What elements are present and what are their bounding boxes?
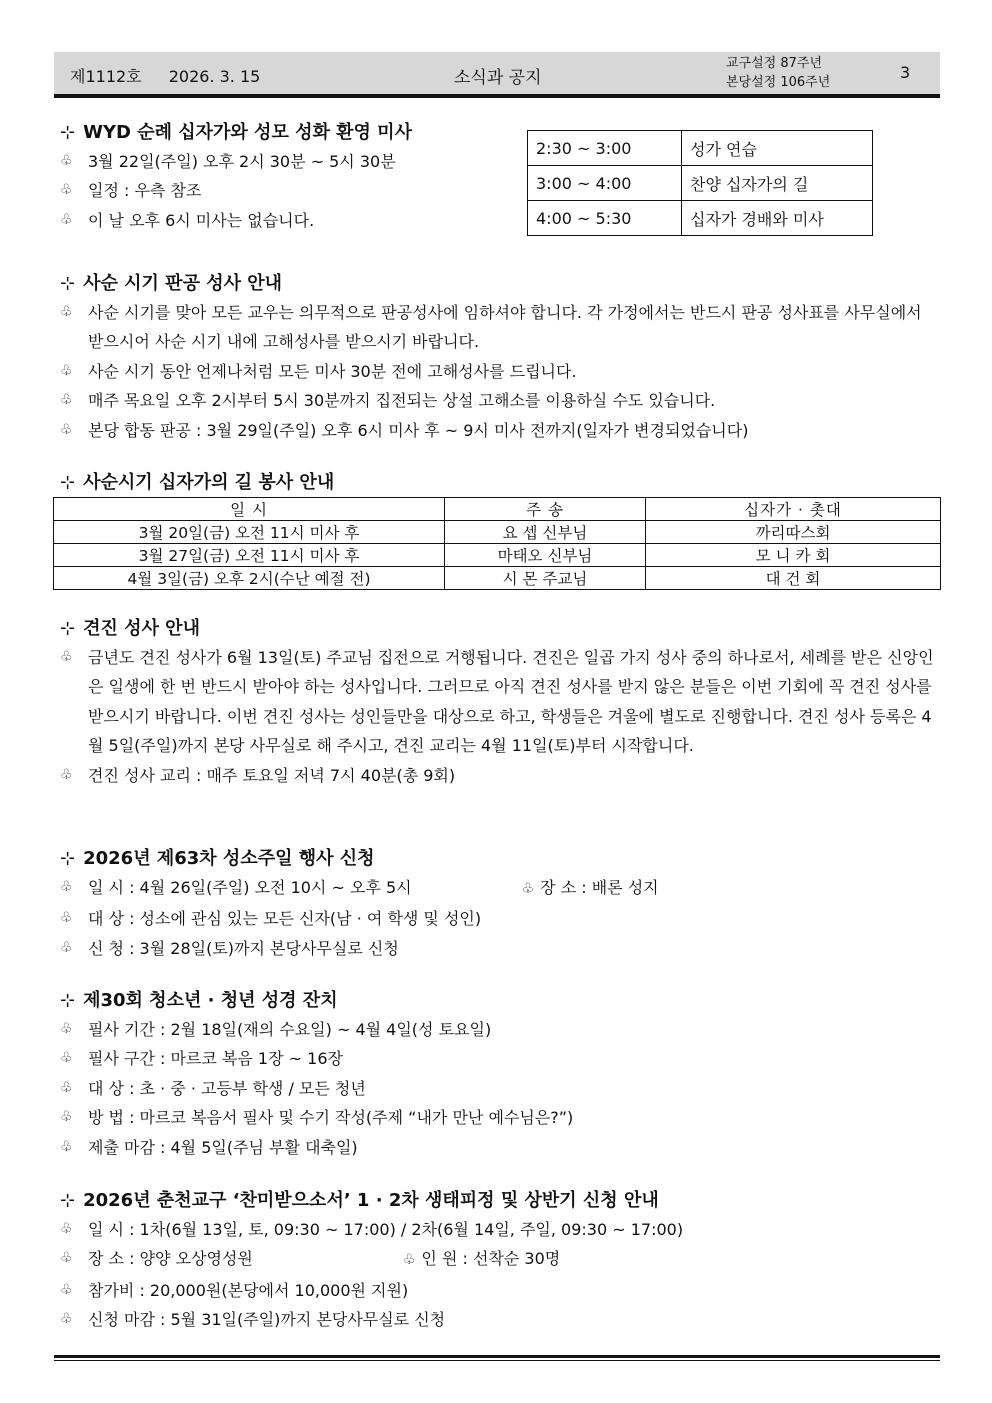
table-cell: 3월 20일(금) 오전 11시 미사 후 bbox=[54, 521, 445, 544]
issue-date: 2026. 3. 15 bbox=[168, 67, 261, 86]
schedule-time: 2:30 ~ 3:00 bbox=[528, 131, 682, 166]
column-header-cross-candle: 십자가 · 촛대 bbox=[646, 498, 941, 521]
club-icon: ♧ bbox=[60, 1138, 73, 1155]
list-item: ♧ 필사 구간 : 마르코 복음 1장 ~ 16장 bbox=[60, 1044, 940, 1073]
table-cell: 마태오 신부님 bbox=[445, 544, 646, 567]
section-bible bbox=[60, 987, 940, 1162]
table-row bbox=[528, 131, 873, 166]
club-icon: ♧ bbox=[60, 879, 73, 895]
club-icon: ♧ bbox=[60, 939, 73, 956]
table-row bbox=[54, 521, 941, 544]
club-icon: ♧ bbox=[60, 1021, 73, 1037]
section-confirmation bbox=[60, 615, 940, 790]
cross-icon: ⊹ bbox=[60, 472, 76, 493]
club-icon: ♧ bbox=[60, 1311, 73, 1328]
list-item: ♧ 일정 : 우측 참조 bbox=[60, 176, 940, 205]
table-row bbox=[54, 544, 941, 567]
list-item: ♧ 대 상 : 초 · 중 · 고등부 학생 / 모든 청년 bbox=[60, 1074, 940, 1103]
column-header-datetime: 일 시 bbox=[54, 498, 445, 521]
list-item: ♧ 장 소 : 양양 오상영성원 ♧ 인 원 : 선착순 30명 bbox=[60, 1244, 940, 1275]
cross-icon: ⊹ bbox=[60, 848, 76, 869]
section-title-confirmation: ⊹ 견진 성사 안내 bbox=[60, 618, 200, 639]
table-cell: 모 니 카 회 bbox=[646, 544, 941, 567]
schedule-time: 3:00 ~ 4:00 bbox=[528, 166, 682, 201]
table-row bbox=[54, 567, 941, 590]
cross-icon: ⊹ bbox=[60, 1190, 76, 1211]
table-cell: 시 몬 주교님 bbox=[445, 567, 646, 590]
club-icon: ♧ bbox=[60, 1250, 73, 1267]
schedule-event: 십자가 경배와 미사 bbox=[682, 201, 873, 236]
list-item: ♧ 신청 마감 : 5월 31일(주일)까지 본당사무실로 신청 bbox=[60, 1305, 940, 1334]
wyd-schedule-table bbox=[527, 130, 873, 236]
schedule-time: 4:00 ~ 5:30 bbox=[528, 201, 682, 236]
list-item: ♧ 사순 시기 동안 언제나처럼 모든 미사 30분 전에 고해성사를 드립니다. bbox=[60, 357, 940, 386]
club-icon: ♧ bbox=[60, 304, 73, 320]
list-item: ♧ 금년도 견진 성사가 6월 13일(토) 주교님 집전으로 거행됩니다. 견진은 일곱 가지 성사 중의 하나로서, 세례를 받은 신앙인은 일생에 한 번 반드시 받아야 하는 성사입니다. 그러므로 아직 견진 성사를 받지 않은 분들은 이번 기회에 꼭 견진 성사를 받으시기 바랍니다. 이번 견진 성사는 성인들만을 대상으로 하고, 학생들은 겨울에 별도로 진행합니다. 견진 성사 등록은 4월 5일(주일)까지 본당 사무실로 해 주시고, 견진 교리는 4월 11일(토)부터 시작합니다. bbox=[60, 643, 940, 761]
parish-anniversary: 본당설정 106주년 bbox=[726, 75, 831, 90]
list-item: ♧ 본당 합동 판공 : 3월 29일(주일) 오후 6시 미사 후 ~ 9시 미사 전까지(일자가 변경되었습니다) bbox=[60, 416, 940, 445]
list-item: ♧ 대 상 : 성소에 관심 있는 모든 신자(남 · 여 학생 및 성인) bbox=[60, 904, 940, 933]
table-cell: 까리따스회 bbox=[646, 521, 941, 544]
section-title: 소식과 공지 bbox=[454, 68, 542, 88]
club-icon: ♧ bbox=[60, 1079, 73, 1096]
schedule-event: 성가 연습 bbox=[682, 131, 873, 166]
club-icon: ♧ bbox=[402, 1252, 416, 1269]
club-icon: ♧ bbox=[60, 649, 73, 665]
list-item: ♧ 필사 기간 : 2월 18일(재의 수요일) ~ 4월 4일(성 토요일) bbox=[60, 1015, 940, 1044]
column-header-presider: 주 송 bbox=[445, 498, 646, 521]
footer-divider-thin bbox=[54, 1360, 940, 1361]
list-item: ♧ 신 청 : 3월 28일(토)까지 본당사무실로 신청 bbox=[60, 934, 940, 963]
club-icon: ♧ bbox=[60, 1221, 73, 1237]
club-icon: ♧ bbox=[60, 153, 73, 169]
cross-icon: ⊹ bbox=[60, 990, 76, 1011]
anniversary-info bbox=[726, 54, 830, 92]
diocese-anniversary: 교구설정 87주년 bbox=[726, 56, 823, 71]
section-eco-retreat bbox=[60, 1187, 940, 1335]
issue-info bbox=[70, 64, 282, 87]
club-icon: ♧ bbox=[60, 1050, 73, 1067]
table-row bbox=[528, 201, 873, 236]
table-cell: 3월 27일(금) 오전 11시 미사 후 bbox=[54, 544, 445, 567]
section-title-confession: ⊹ 사순 시기 판공 성사 안내 bbox=[60, 273, 283, 294]
section-title-stations: ⊹ 사순시기 십자가의 길 봉사 안내 bbox=[60, 472, 335, 493]
issue-number: 제1112호 bbox=[70, 67, 142, 86]
club-icon: ♧ bbox=[60, 182, 73, 199]
club-icon: ♧ bbox=[60, 392, 73, 409]
cross-icon: ⊹ bbox=[60, 618, 76, 639]
table-cell: 요 셉 신부님 bbox=[445, 521, 646, 544]
section-title-vocation: ⊹ 2026년 제63차 성소주일 행사 신청 bbox=[60, 848, 375, 869]
list-item: ♧ 일 시 : 1차(6월 13일, 토, 09:30 ~ 17:00) / 2차(6월 14일, 주일, 09:30 ~ 17:00) bbox=[60, 1215, 940, 1244]
table-row bbox=[528, 166, 873, 201]
club-icon: ♧ bbox=[60, 211, 73, 228]
section-stations bbox=[60, 469, 940, 497]
page-header bbox=[54, 52, 940, 97]
list-item: ♧ 방 법 : 마르코 복음서 필사 및 수기 작성(주제 “내가 만난 예수님은?”) bbox=[60, 1103, 940, 1132]
list-item: ♧ 3월 22일(주일) 오후 2시 30분 ~ 5시 30분 bbox=[60, 147, 940, 176]
footer-divider bbox=[54, 1355, 940, 1358]
table-cell: 4월 3일(금) 오후 2시(수난 예절 전) bbox=[54, 567, 445, 590]
cross-icon: ⊹ bbox=[60, 122, 76, 143]
list-item: ♧ 견진 성사 교리 : 매주 토요일 저녁 7시 40분(총 9회) bbox=[60, 761, 940, 790]
club-icon: ♧ bbox=[521, 881, 535, 897]
club-icon: ♧ bbox=[60, 421, 73, 438]
list-item: ♧ 제출 마감 : 4월 5일(주님 부활 대축일) bbox=[60, 1133, 940, 1162]
section-confession bbox=[60, 270, 940, 445]
club-icon: ♧ bbox=[60, 1109, 73, 1126]
club-icon: ♧ bbox=[60, 910, 73, 927]
section-title-eco: ⊹ 2026년 춘천교구 ‘찬미받으소서’ 1 · 2차 생태피정 및 상반기 신청 안내 bbox=[60, 1190, 659, 1211]
list-item: ♧ 매주 목요일 오후 2시부터 5시 30분까지 집전되는 상설 고해소를 이용하실 수도 있습니다. bbox=[60, 386, 940, 415]
schedule-event: 찬양 십자가의 길 bbox=[682, 166, 873, 201]
stations-table bbox=[53, 497, 941, 590]
club-icon: ♧ bbox=[60, 1281, 73, 1298]
table-header-row bbox=[54, 498, 941, 521]
list-item: ♧ 이 날 오후 6시 미사는 없습니다. bbox=[60, 206, 940, 235]
section-title-wyd: ⊹ WYD 순례 십자가와 성모 성화 환영 미사 bbox=[60, 122, 412, 143]
club-icon: ♧ bbox=[60, 766, 73, 783]
page-number: 3 bbox=[900, 63, 911, 82]
list-item: ♧ 사순 시기를 맞아 모든 교우는 의무적으로 판공성사에 임하셔야 합니다. 각 가정에서는 반드시 판공 성사표를 사무실에서 받으시어 사순 시기 내에 고해성사를 받으시기 바랍니다. bbox=[60, 298, 940, 357]
club-icon: ♧ bbox=[60, 362, 73, 379]
table-cell: 대 건 회 bbox=[646, 567, 941, 590]
header-divider bbox=[54, 97, 940, 98]
cross-icon: ⊹ bbox=[60, 273, 76, 294]
section-title-bible: ⊹ 제30회 청소년 · 청년 성경 잔치 bbox=[60, 990, 338, 1011]
section-vocation bbox=[60, 845, 940, 963]
list-item: ♧ 일 시 : 4월 26일(주일) 오전 10시 ~ 오후 5시 ♧ 장 소 : 배론 성지 bbox=[60, 873, 940, 904]
list-item: ♧ 참가비 : 20,000원(본당에서 10,000원 지원) bbox=[60, 1276, 940, 1305]
